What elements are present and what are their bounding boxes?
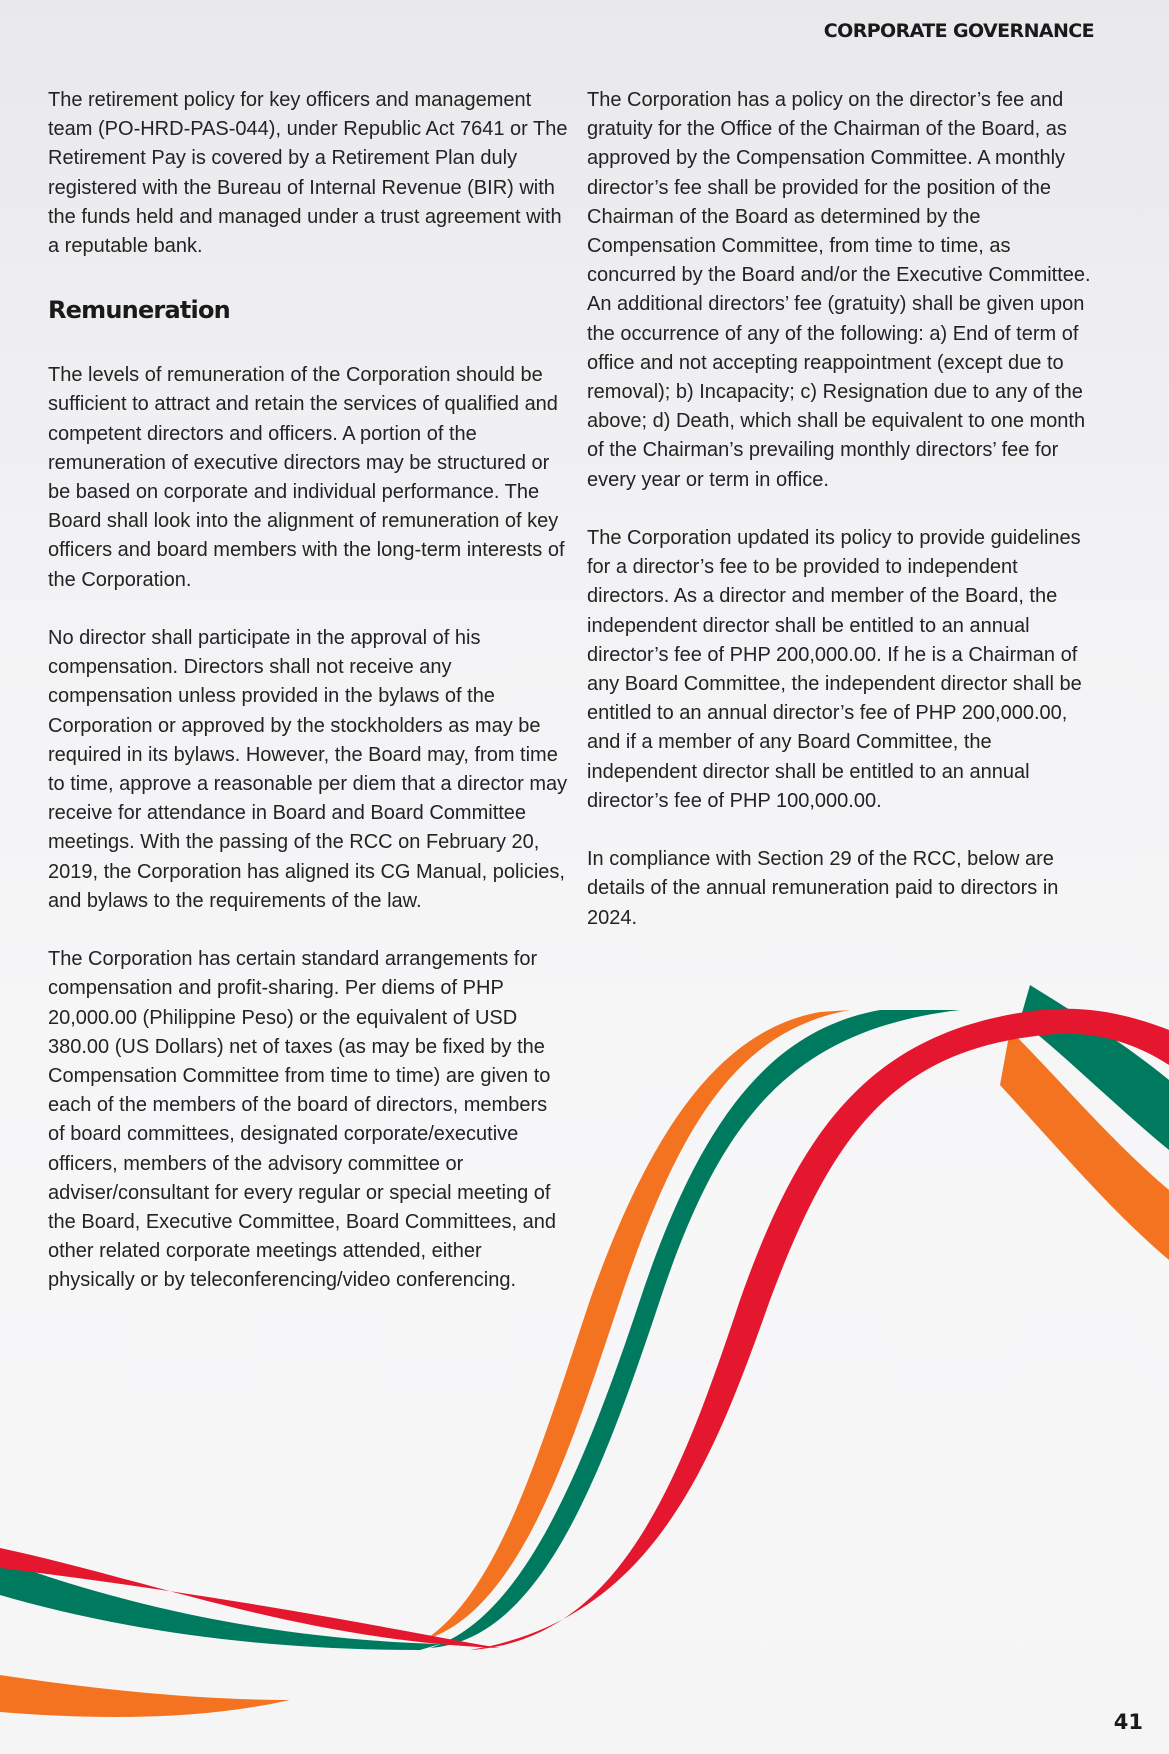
- chairman-fee-paragraph: The Corporation has a policy on the director’s fee and gratuity for the Office of the Chairman of the Board, as approved by the Compensation Committee. A monthly director’s fee shall be provided for the position of the Chairman of the Board as determined by the Compensation Committee, from time to time, as concurred by the Board and/or the Executive Committee. An additional directors’ fee (gratuity) shall be given upon the occurrence of any of the following: a) End of term of office and not accepting reappointment (except due to removal); b) Incapacity; c) Resignation due to any of the above; d) Death, which shall be equivalent to one month of the Chairman’s prevailing monthly directors’ fee for every year or term in office.: [587, 89, 1091, 491]
- section-header: CORPORATE GOVERNANCE: [823, 20, 1094, 42]
- rcc-compliance-paragraph: In compliance with Section 29 of the RCC, below are details of the annual remuneration paid to directors in 2024.: [587, 848, 1059, 929]
- remuneration-levels-paragraph: The levels of remuneration of the Corporation should be sufficient to attract and retain the services of qualified and competent directors and officers. A portion of the remuneration of executive directors may be structured or be based on corporate and individual performance. The Board shall look into the alignment of remuneration of key officers and board members with the long-term interests of the Corporation.: [48, 364, 565, 591]
- per-diem-paragraph: The Corporation has certain standard arrangements for compensation and profit-sharing. Per diems of PHP 20,000.00 (Philippine Peso) or the equivalent of USD 380.00 (US Dollars) net of taxes (as may be fixed by the Compensation Committee from time to time) are given to each of the members of the board of directors, members of board committees, designated corporate/executive officers, members of the advisory committee or adviser/consultant for every regular or special meeting of the Board, Executive Committee, Board Committees, and other related corporate meetings attended, either physically or by teleconferencing/video conferencing.: [48, 948, 557, 1292]
- page-number: 41: [1113, 1710, 1143, 1734]
- independent-director-fee-paragraph: The Corporation updated its policy to provide guidelines for a director’s fee to be provided to independent directors. As a director and member of the Board, the independent director shall be entitled to an annual director’s fee of PHP 200,000.00. If he is a Chairman of any Board Committee, the independent director shall be entitled to an annual director’s fee of PHP 200,000.00, and if a member of any Board Committee, the independent director shall be entitled to an annual director’s fee of PHP 100,000.00.: [587, 527, 1082, 812]
- remuneration-heading: Remuneration: [48, 296, 230, 325]
- right-column: [587, 86, 1097, 962]
- retirement-policy-paragraph: The retirement policy for key officers and management team (PO-HRD-PAS-044), under Republic Act 7641 or The Retirement Pay is covered by a Retirement Plan duly registered with the Bureau of Internal Revenue (BIR) with the funds held and managed under a trust agreement with a reputable bank.: [48, 89, 568, 258]
- orange-ribbon-tail: [0, 1675, 290, 1717]
- director-compensation-paragraph: No director shall participate in the approval of his compensation. Directors shall not receive any compensation unless provided in the bylaws of the Corporation or approved by the stockholders as may be required in its bylaws. However, the Board may, from time to time, approve a reasonable per diem that a director may receive for attendance in Board and Board Committee meetings. With the passing of the RCC on February 20, 2019, the Corporation has aligned its CG Manual, policies, and bylaws to the requirements of the law.: [48, 627, 568, 912]
- left-column: [48, 86, 568, 1325]
